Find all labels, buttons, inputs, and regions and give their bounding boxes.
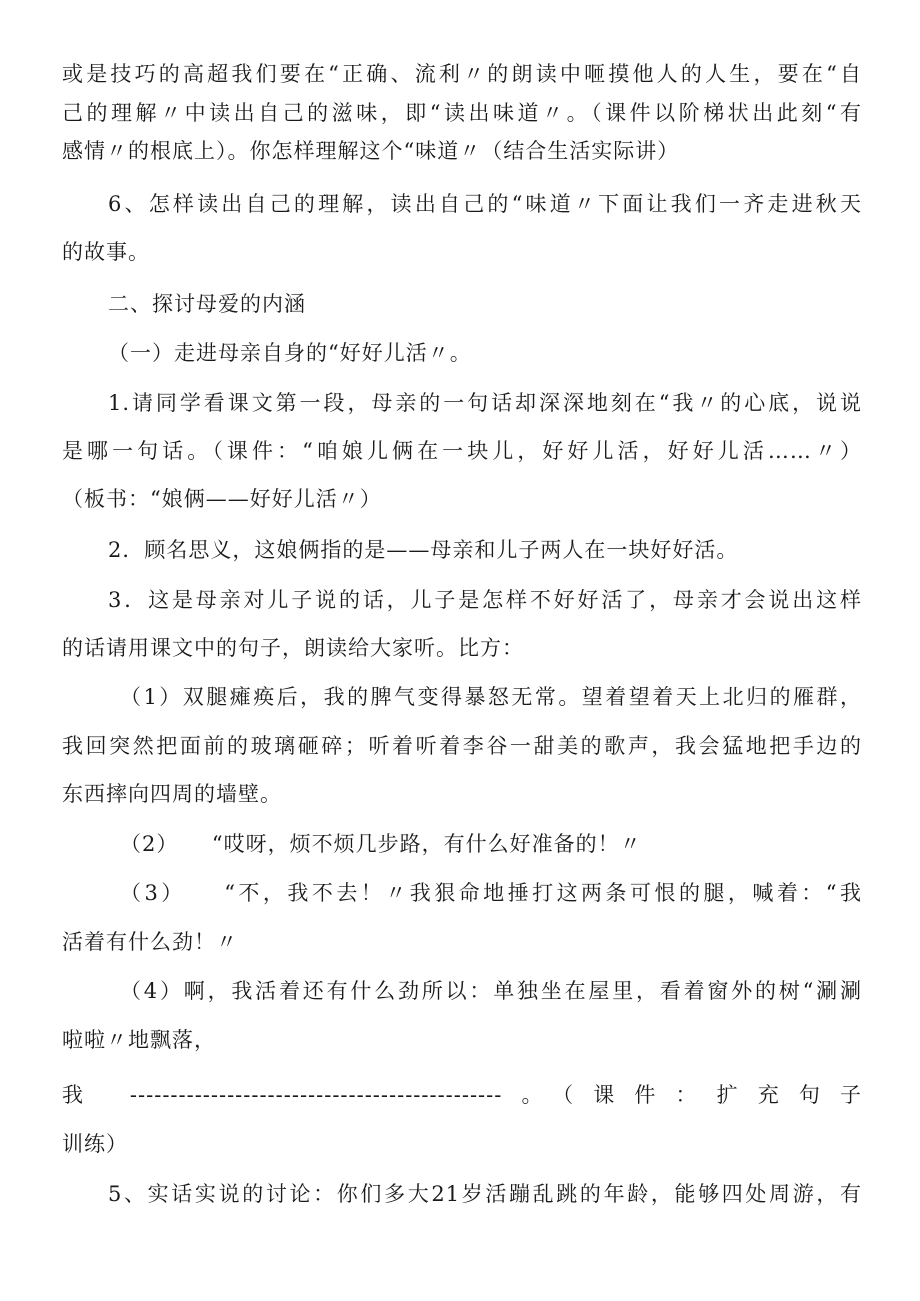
text-line: 3．这是母亲对儿子说的话，儿子是怎样不好好活了，母亲才会说出这样 [108, 588, 862, 612]
text-line: （2） “哎呀，烦不烦几步路，有什么好准备的！〃 [120, 832, 642, 856]
text-line: 的话请用课文中的句子，朗读给大家听。比方： [62, 636, 524, 660]
text-line: （板书：“娘俩——好好儿活〃） [62, 487, 382, 511]
text-line: 感情〃的根底上）。你怎样理解这个“味道〃（结合生活实际讲） [62, 139, 680, 163]
text-line: 的故事。 [62, 240, 150, 264]
text-line: 活着有什么劲！〃 [62, 930, 238, 954]
text-line: 己的理解〃中读出自己的滋味，即“读出味道〃。（课件以阶梯状出此刻“有 [62, 101, 862, 125]
text-line: 2．顾名思义，这娘俩指的是——母亲和儿子两人在一块好好活。 [108, 538, 739, 562]
text-line: 啦啦〃地飘落， [62, 1028, 216, 1052]
text-line: 1.请同学看课文第一段，母亲的一句话却深深地刻在“我〃的心底，说说 [108, 391, 862, 415]
text-line: （4）啊，我活着还有什么劲所以：单独坐在屋里，看着窗外的树“涮涮 [120, 979, 862, 1003]
text-line: 或是技巧的高超我们要在“正确、流利〃的朗读中咂摸他人的人生，要在“自 [62, 62, 862, 86]
subsection-heading: （一）走进母亲自身的“好好儿活〃。 [108, 341, 472, 365]
text-line: 5、实话实说的讨论：你们多大21岁活蹦乱跳的年龄，能够四处周游，有 [108, 1182, 862, 1206]
text-line: 训练） [62, 1132, 128, 1156]
text-line: （1）双腿瘫痪后，我的脾气变得暴怒无常。望着望着天上北归的雁群， [120, 685, 862, 709]
text-line: 我回突然把面前的玻璃砸碎；听着听着李谷一甜美的歌声，我会猛地把手边的 [62, 734, 862, 758]
text-line: （3） “不，我不去！〃我狠命地捶打这两条可恨的腿，喊着：“我 [120, 881, 862, 905]
text-line: 6、怎样读出自己的理解，读出自己的“味道〃下面让我们一齐走进秋天 [108, 192, 862, 216]
text-line: 是哪一句话。（课件：“咱娘儿俩在一块儿，好好儿活，好好儿活……〃） [62, 439, 862, 463]
text-line: 东西摔向四周的墙壁。 [62, 782, 282, 806]
text-line: 我 ----------------------------------------------。（课件：扩充句子 [62, 1083, 862, 1107]
section-heading: 二、探讨母爱的内涵 [108, 292, 306, 316]
